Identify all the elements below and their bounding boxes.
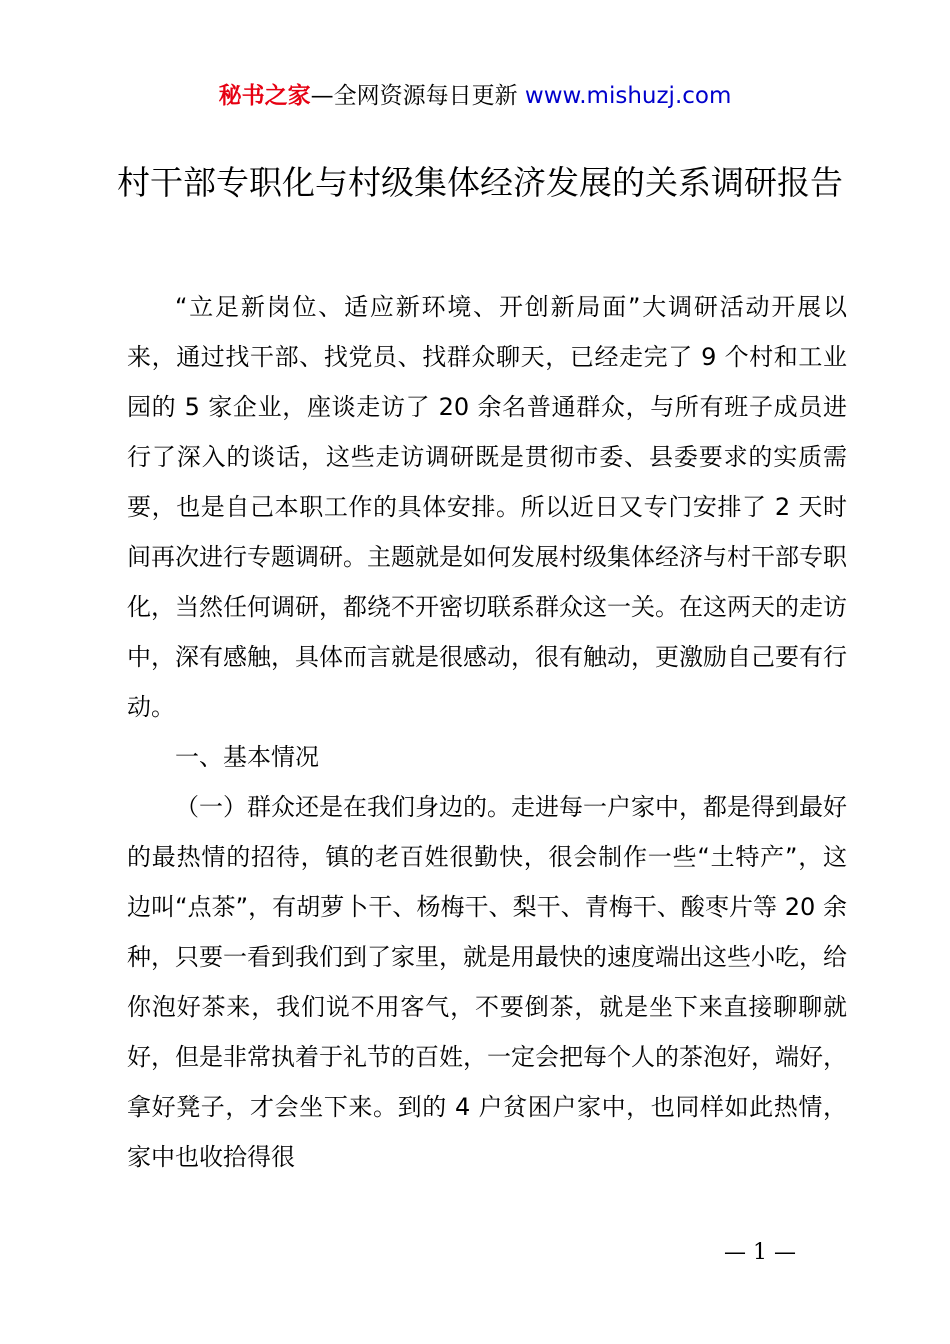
paragraph-subsection-one: （一）群众还是在我们身边的。走进每一户家中，都是得到最好的最热情的招待，镇的老百姓很勤快，很会制作一些“土特产”，这边叫“点茶”，有胡萝卜干、杨梅干、梨干、青梅干、酸枣片等 20 余种，只要一看到我们到了家里，就是用最快的速度端出这些小吃，给你泡好茶来，我们说不用客气，不要倒茶，就是坐下来直接聊聊就好，但是非常执着于礼节的百姓，一定会把每个人的茶泡好，端好，拿好凳子，才会坐下来。到的 4 户贫困户家中，也同样如此热情，家中也收拾得很 — [127, 793, 847, 1171]
document-title: 村干部专职化与村级集体经济发展的关系调研报告 — [117, 163, 843, 202]
paragraph-intro: “立足新岗位、适应新环境、开创新局面”大调研活动开展以来，通过找干部、找党员、找群众聊天，已经走完了 9 个村和工业园的 5 家企业，座谈走访了 20 余名普通群众，与所有班子成员进行了深入的谈话，这些走访调研既是贯彻市委、县委要求的实质需要，也是自己本职工作的具体安排。所以近日又专门安排了 2 天时间再次进行专题调研。主题就是如何发展村级集体经济与村干部专职化，当然任何调研，都绕不开密切联系群众这一关。在这两天的走访中，深有感触，具体而言就是很感动，很有触动，更激励自己要有行动。 — [127, 293, 847, 721]
site-url[interactable]: www.mishuzj.com — [524, 83, 732, 109]
site-brand: 秘书之家 — [218, 83, 311, 109]
page-number: — 1 — — [724, 1240, 796, 1265]
document-body — [127, 282, 847, 1182]
site-tagline: —全网资源每日更新 — [310, 83, 525, 109]
section-heading-basic-situation: 一、基本情况 — [175, 743, 319, 771]
site-header — [0, 80, 950, 112]
